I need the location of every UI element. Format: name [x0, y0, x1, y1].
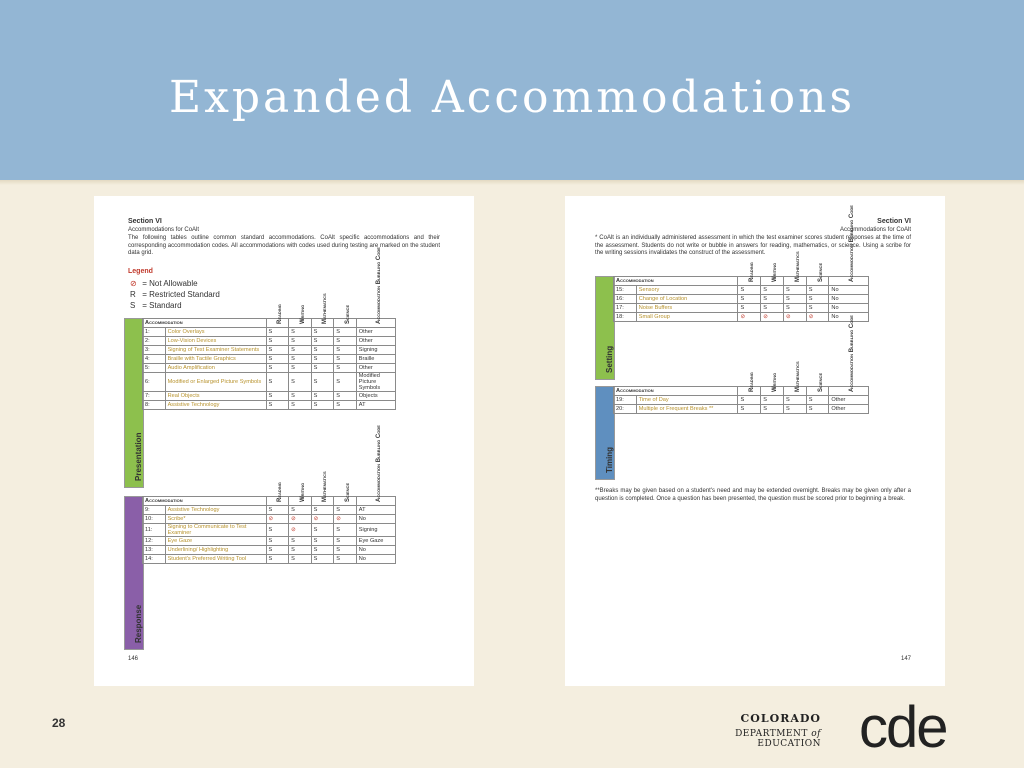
document-page-left: [94, 196, 474, 686]
accommodation-header: Accommodation: [143, 497, 267, 506]
subject-cell: S: [311, 401, 334, 410]
writing-header: [289, 482, 312, 506]
subject-cell: S: [806, 405, 829, 414]
science-header: [334, 482, 357, 506]
header-row: [614, 387, 869, 396]
subject-cell: S: [311, 537, 334, 546]
subject-cell: S: [266, 401, 289, 410]
subject-cell: S: [266, 524, 289, 537]
subject-cell: S: [738, 295, 761, 304]
subject-cell: S: [311, 364, 334, 373]
row-number: 4:: [143, 355, 166, 364]
row-number: 14:: [143, 555, 166, 564]
mathematics-header: [783, 361, 806, 396]
subject-cell: S: [289, 546, 312, 555]
row-number: 18:: [614, 313, 637, 322]
subject-cell: S: [334, 355, 357, 364]
header-row: [143, 319, 396, 328]
header-row: [614, 277, 869, 286]
subject-cell: S: [334, 537, 357, 546]
accommodation-name: Audio Amplification: [165, 364, 266, 373]
table-row: [143, 524, 396, 537]
subject-cell: S: [761, 295, 784, 304]
response-sidebar: Response: [124, 496, 144, 650]
row-number: 8:: [143, 401, 166, 410]
accommodation-name: Small Group: [636, 313, 738, 322]
not-allowable-icon: ⊘: [738, 313, 761, 322]
subject-cell: S: [783, 304, 806, 313]
subject-cell: S: [266, 364, 289, 373]
table-row: [143, 328, 396, 337]
science-header: [806, 262, 829, 286]
subject-cell: S: [289, 392, 312, 401]
subject-cell: S: [311, 392, 334, 401]
subject-cell: S: [266, 506, 289, 515]
subject-cell: S: [761, 405, 784, 414]
section-subtitle: Accommodations for CoAlt: [839, 227, 911, 233]
accommodation-name: Underlining/ Highlighting: [165, 546, 266, 555]
accommodation-name: Modified or Enlarged Picture Symbols: [165, 373, 266, 392]
mathematics-header-label: Mathematics: [794, 251, 801, 282]
bubbling-code: Objects: [356, 392, 395, 401]
bubbling-code-header: [356, 425, 395, 506]
subject-cell: S: [334, 555, 357, 564]
row-number: 10:: [143, 515, 166, 524]
response-grid: [142, 425, 396, 564]
accommodation-header: Accommodation: [614, 387, 738, 396]
table-row: [143, 373, 396, 392]
subject-cell: S: [334, 373, 357, 392]
table-row: [143, 337, 396, 346]
writing-header-label: Writing: [299, 304, 306, 324]
table-row: [143, 555, 396, 564]
subject-cell: S: [289, 337, 312, 346]
row-number: 15:: [614, 286, 637, 295]
cde-logo: [695, 695, 995, 760]
row-number: 20:: [614, 405, 637, 414]
table-row: [143, 346, 396, 355]
accommodation-name: Sensory: [636, 286, 738, 295]
subject-cell: S: [266, 346, 289, 355]
mathematics-header: [311, 471, 334, 506]
mathematics-header: [783, 251, 806, 286]
reading-header-label: Reading: [277, 304, 284, 324]
bubbling-code: Other: [356, 328, 395, 337]
table-row: [614, 405, 869, 414]
subject-cell: S: [266, 555, 289, 564]
table-row: [143, 355, 396, 364]
accommodation-name: Assistive Technology: [165, 401, 266, 410]
science-header-label: Science: [344, 304, 351, 324]
writing-header: [761, 262, 784, 286]
accommodation-name: Real Objects: [165, 392, 266, 401]
accommodation-name: Change of Location: [636, 295, 738, 304]
row-number: 17:: [614, 304, 637, 313]
science-header: [806, 372, 829, 396]
legend-item-not-allowable: ⊘ = Not Allowable: [130, 279, 198, 288]
legend-item-standard: S = Standard: [130, 301, 182, 310]
subject-cell: S: [334, 337, 357, 346]
bubbling-code: Other: [356, 337, 395, 346]
subject-cell: S: [334, 546, 357, 555]
mathematics-header-label: Mathematics: [322, 293, 329, 324]
accommodation-name: Color Overlays: [165, 328, 266, 337]
subject-cell: S: [311, 555, 334, 564]
timing-sidebar: Timing: [595, 386, 615, 480]
bubbling-code: No: [829, 304, 869, 313]
table-row: [143, 546, 396, 555]
science-header-label: Science: [817, 262, 824, 282]
subject-cell: S: [334, 401, 357, 410]
writing-header: [761, 372, 784, 396]
bubbling-code-header-label: Accommodation Bubbling Code: [375, 247, 382, 324]
table-row: [143, 537, 396, 546]
legend-item-restricted: R = Restricted Standard: [130, 290, 220, 299]
subject-cell: S: [311, 346, 334, 355]
subject-cell: S: [738, 304, 761, 313]
row-number: 9:: [143, 506, 166, 515]
reading-header: [738, 262, 761, 286]
subject-cell: S: [806, 286, 829, 295]
bubbling-code: Eye Gaze: [356, 537, 395, 546]
accommodation-name: Low-Vision Devices: [165, 337, 266, 346]
subject-cell: S: [289, 346, 312, 355]
logo-text: [695, 712, 821, 749]
subject-cell: S: [761, 396, 784, 405]
subject-cell: S: [738, 286, 761, 295]
subject-cell: S: [311, 328, 334, 337]
accommodation-name: Noise Buffers: [636, 304, 738, 313]
logo-colorado: COLORADO: [740, 712, 821, 725]
subject-cell: S: [761, 286, 784, 295]
section-subtitle: Accommodations for CoAlt: [128, 227, 200, 233]
subject-cell: S: [289, 364, 312, 373]
subject-cell: S: [783, 396, 806, 405]
bubbling-code-header: [829, 205, 869, 286]
bubbling-code: Signing: [356, 524, 395, 537]
accommodation-name: Multiple or Frequent Breaks **: [636, 405, 738, 414]
accommodation-name: Time of Day: [636, 396, 738, 405]
presentation-sidebar: Presentation: [124, 318, 144, 488]
setting-sidebar: Setting: [595, 276, 615, 380]
writing-header: [289, 304, 312, 328]
subject-cell: S: [738, 396, 761, 405]
accommodation-name: Student's Preferred Writing Tool: [165, 555, 266, 564]
row-number: 2:: [143, 337, 166, 346]
not-allowable-icon: ⊘: [761, 313, 784, 322]
subject-cell: S: [289, 328, 312, 337]
bubbling-code: Other: [829, 396, 869, 405]
table-row: [614, 295, 869, 304]
bubbling-code: Other: [356, 364, 395, 373]
bubbling-code: No: [356, 515, 395, 524]
subject-cell: S: [806, 304, 829, 313]
not-allowable-icon: ⊘: [130, 279, 137, 288]
row-number: 7:: [143, 392, 166, 401]
breaks-note: **Breaks may be given based on a student's need and may be extended overnight. Breaks may be given only after a question is completed. Once a question has been presented, the question must be scored prior to beginning a break.: [595, 488, 911, 502]
row-number: 11:: [143, 524, 166, 537]
subject-cell: S: [266, 355, 289, 364]
subject-cell: S: [266, 373, 289, 392]
reading-header-label: Reading: [277, 482, 284, 502]
logo-department: DEPARTMENT of EDUCATION: [735, 729, 821, 749]
subject-cell: S: [266, 392, 289, 401]
subject-cell: S: [761, 304, 784, 313]
not-allowable-icon: ⊘: [783, 313, 806, 322]
legend-title: Legend: [128, 268, 153, 275]
subject-cell: S: [311, 506, 334, 515]
subject-cell: S: [289, 555, 312, 564]
subject-cell: S: [334, 524, 357, 537]
section-heading: Section VI: [128, 218, 162, 225]
science-header-label: Science: [817, 372, 824, 392]
bubbling-code-header: [356, 247, 395, 328]
subject-cell: S: [806, 396, 829, 405]
row-number: 16:: [614, 295, 637, 304]
table-row: [143, 515, 396, 524]
row-number: 13:: [143, 546, 166, 555]
subject-cell: S: [334, 346, 357, 355]
bubbling-code-header-label: Accommodation Bubbling Code: [848, 315, 855, 392]
accommodation-header: Accommodation: [143, 319, 267, 328]
reading-header: [266, 482, 289, 506]
intro-paragraph: The following tables outline common standard accommodations. CoAlt specific accommodations and their corresponding accommodation codes. All accommodations with codes used during testing are marked on the student data grid.: [128, 235, 440, 256]
subject-cell: S: [311, 355, 334, 364]
subject-cell: S: [266, 537, 289, 546]
accommodation-name: Signing to Communicate to Test Examiner: [165, 524, 266, 537]
table-row: [614, 396, 869, 405]
subject-cell: S: [289, 401, 312, 410]
subject-cell: S: [311, 546, 334, 555]
scribe-note: * CoAlt is an individually administered assessment in which the test examiner scores student responses at the time of the assessment. Students do not write or bubble in answers for reading, mathematics, or science. Using a scribe for the writing sessions invalidates the construct of the assessment.: [595, 235, 911, 256]
table-row: [143, 392, 396, 401]
writing-header-label: Writing: [299, 482, 306, 502]
bubbling-code: No: [829, 313, 869, 322]
subject-cell: S: [334, 392, 357, 401]
subject-cell: S: [289, 537, 312, 546]
page-number-right: 147: [900, 656, 911, 662]
table-row: [614, 286, 869, 295]
bubbling-code: No: [829, 286, 869, 295]
header-row: [143, 497, 396, 506]
row-number: 5:: [143, 364, 166, 373]
slide-title: Expanded Accommodations: [168, 72, 856, 123]
logo-mark: cde: [859, 695, 947, 760]
section-heading: Section VI: [877, 218, 911, 225]
row-number: 1:: [143, 328, 166, 337]
subject-cell: S: [738, 405, 761, 414]
bubbling-code: Signing: [356, 346, 395, 355]
subject-cell: S: [266, 546, 289, 555]
bubbling-code-header-label: Accommodation Bubbling Code: [375, 425, 382, 502]
subject-cell: S: [783, 295, 806, 304]
subject-cell: S: [266, 328, 289, 337]
accommodation-name: Braille with Tactile Graphics: [165, 355, 266, 364]
science-header-label: Science: [344, 482, 351, 502]
row-number: 6:: [143, 373, 166, 392]
bubbling-code-header-label: Accommodation Bubbling Code: [848, 205, 855, 282]
table-row: [614, 313, 869, 322]
subject-cell: S: [334, 328, 357, 337]
bubbling-code: AT: [356, 401, 395, 410]
mathematics-header-label: Mathematics: [322, 471, 329, 502]
page-number-left: 146: [128, 656, 139, 662]
subject-cell: S: [334, 506, 357, 515]
bubbling-code: AT: [356, 506, 395, 515]
not-allowable-icon: ⊘: [334, 515, 357, 524]
reading-header: [738, 372, 761, 396]
accommodation-name: Assistive Technology: [165, 506, 266, 515]
subject-cell: S: [783, 286, 806, 295]
row-number: 19:: [614, 396, 637, 405]
subject-cell: S: [311, 524, 334, 537]
slide-number: 28: [52, 716, 66, 730]
accommodation-name: Signing of Test Examiner Statements: [165, 346, 266, 355]
subject-cell: S: [289, 355, 312, 364]
row-number: 3:: [143, 346, 166, 355]
document-page-right: [565, 196, 945, 686]
accommodation-name: Eye Gaze: [165, 537, 266, 546]
subject-cell: S: [806, 295, 829, 304]
bubbling-code: No: [356, 555, 395, 564]
bubbling-code: No: [829, 295, 869, 304]
not-allowable-icon: ⊘: [266, 515, 289, 524]
accommodation-header: Accommodation: [614, 277, 738, 286]
writing-header-label: Writing: [772, 372, 779, 392]
table-row: [143, 506, 396, 515]
bubbling-code: Other: [829, 405, 869, 414]
bubbling-code: Modified Picture Symbols: [356, 373, 395, 392]
banner-divider: [0, 180, 1024, 185]
reading-header-label: Reading: [749, 262, 756, 282]
table-row: [143, 401, 396, 410]
table-row: [614, 304, 869, 313]
subject-cell: S: [311, 337, 334, 346]
mathematics-header: [311, 293, 334, 328]
row-number: 12:: [143, 537, 166, 546]
reading-header-label: Reading: [749, 372, 756, 392]
science-header: [334, 304, 357, 328]
reading-header: [266, 304, 289, 328]
mathematics-header-label: Mathematics: [794, 361, 801, 392]
table-row: [143, 364, 396, 373]
not-allowable-icon: ⊘: [289, 524, 312, 537]
subject-cell: S: [311, 373, 334, 392]
not-allowable-icon: ⊘: [289, 515, 312, 524]
bubbling-code: No: [356, 546, 395, 555]
writing-header-label: Writing: [772, 262, 779, 282]
not-allowable-icon: ⊘: [311, 515, 334, 524]
subject-cell: S: [783, 405, 806, 414]
subject-cell: S: [289, 506, 312, 515]
bubbling-code: Braille: [356, 355, 395, 364]
subject-cell: S: [334, 364, 357, 373]
accommodation-name: Scribe*: [165, 515, 266, 524]
subject-cell: S: [266, 337, 289, 346]
subject-cell: S: [289, 373, 312, 392]
not-allowable-icon: ⊘: [806, 313, 829, 322]
